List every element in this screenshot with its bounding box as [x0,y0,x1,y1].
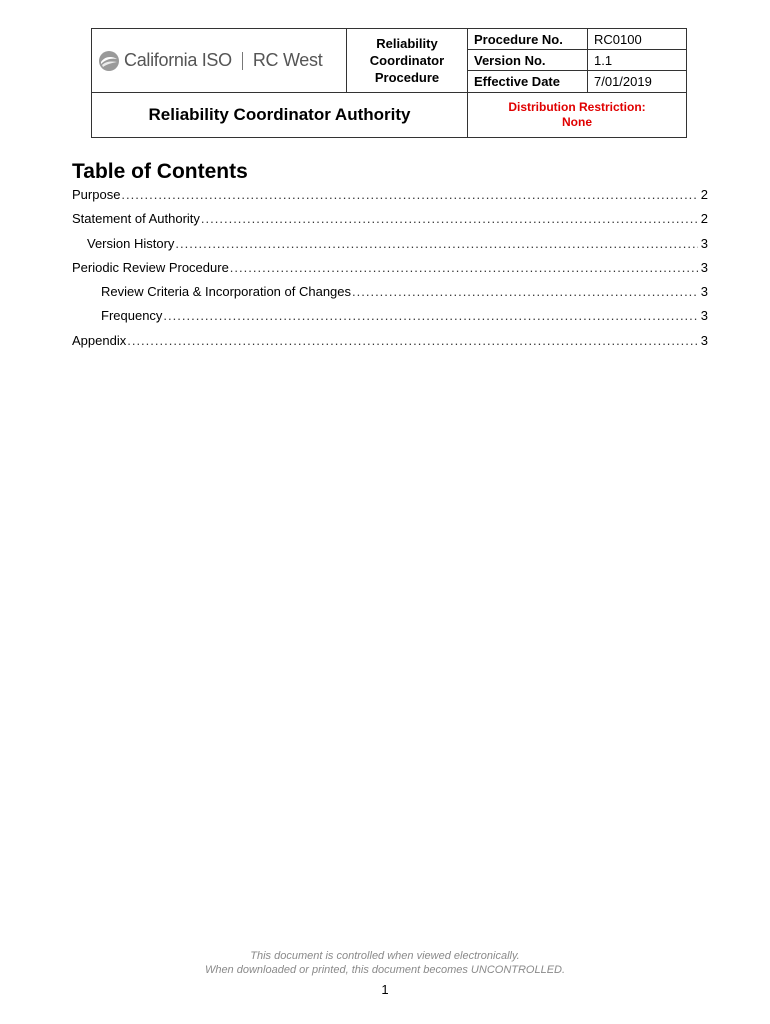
toc-leader-dots [127,332,698,350]
toc-entry-version-history[interactable] [72,235,708,259]
document-footer [0,949,770,977]
distribution-value: None [562,115,592,129]
doc-type-line: Coordinator [369,53,445,68]
toc-entry-text[interactable]: Purpose [72,187,121,202]
logo-divider [242,52,243,70]
toc-heading: Table of Contents [72,160,248,183]
meta-label: Procedure No. [468,29,588,50]
toc-entry-page[interactable]: 3 [700,235,708,251]
procedure-meta-table [468,29,686,92]
logo-cell [92,29,347,93]
toc-entry-text[interactable]: Statement of Authority [72,211,200,227]
meta-value: 1.1 [588,50,687,71]
toc-entry-page[interactable]: 3 [700,259,708,275]
meta-value: 7/01/2019 [594,74,652,89]
toc-entry-text[interactable]: Review Criteria & Incorporation of Changes [101,284,352,300]
toc-leader-dots [201,210,698,228]
toc-entry-frequency[interactable] [72,307,708,331]
footer-line-uncontrolled: When downloaded or printed, this document becomes UNCONTROLLED. [204,964,566,976]
logo-text-california-iso: California ISO [124,50,232,70]
meta-row [468,50,686,71]
toc-entry-appendix[interactable] [72,332,708,356]
meta-value: RC0100 [588,29,687,50]
footer-line-controlled: This document is controlled when viewed electronically. [250,950,520,962]
toc-leader-dots [352,283,698,301]
meta-label: Version No. [468,50,588,71]
meta-label: Effective Date [468,71,588,93]
caiso-logo-icon [98,50,120,72]
doc-type-line: Reliability [376,36,438,51]
meta-row [468,71,686,93]
toc-entry-statement-of-authority[interactable] [72,210,708,234]
toc-entry-review-criteria[interactable] [72,283,708,307]
meta-row [468,29,686,50]
document-title: Reliability Coordinator Authority [92,93,468,138]
toc-entry-purpose[interactable] [72,186,708,210]
toc-entry-page[interactable]: 2 [700,211,708,227]
toc-entry-text[interactable]: Frequency [101,308,163,324]
company-logo [92,30,346,91]
toc-entry-page[interactable]: 3 [700,332,708,348]
doc-type-line: Procedure [374,70,440,85]
toc-entry-text[interactable]: Version History [87,235,175,251]
distribution-label: Distribution Restriction: [508,100,646,114]
document-header [91,28,687,138]
table-of-contents [72,186,708,356]
toc-entry-page[interactable]: 2 [700,187,708,202]
toc-entry-page[interactable]: 3 [700,284,708,300]
toc-leader-dots [175,235,697,253]
toc-leader-dots [230,259,698,277]
doc-type-cell [347,29,468,93]
toc-entry-periodic-review[interactable] [72,259,708,283]
page-number: 1 [381,982,389,997]
toc-entry-page[interactable]: 3 [700,308,708,324]
logo-text-rc-west: RC West [252,50,323,70]
toc-leader-dots [121,186,697,204]
toc-entry-text[interactable]: Periodic Review Procedure [72,259,229,275]
toc-entry-text[interactable]: Appendix [72,332,127,348]
meta-cell [468,29,687,93]
toc-leader-dots [163,307,697,325]
distribution-restriction [468,93,687,138]
